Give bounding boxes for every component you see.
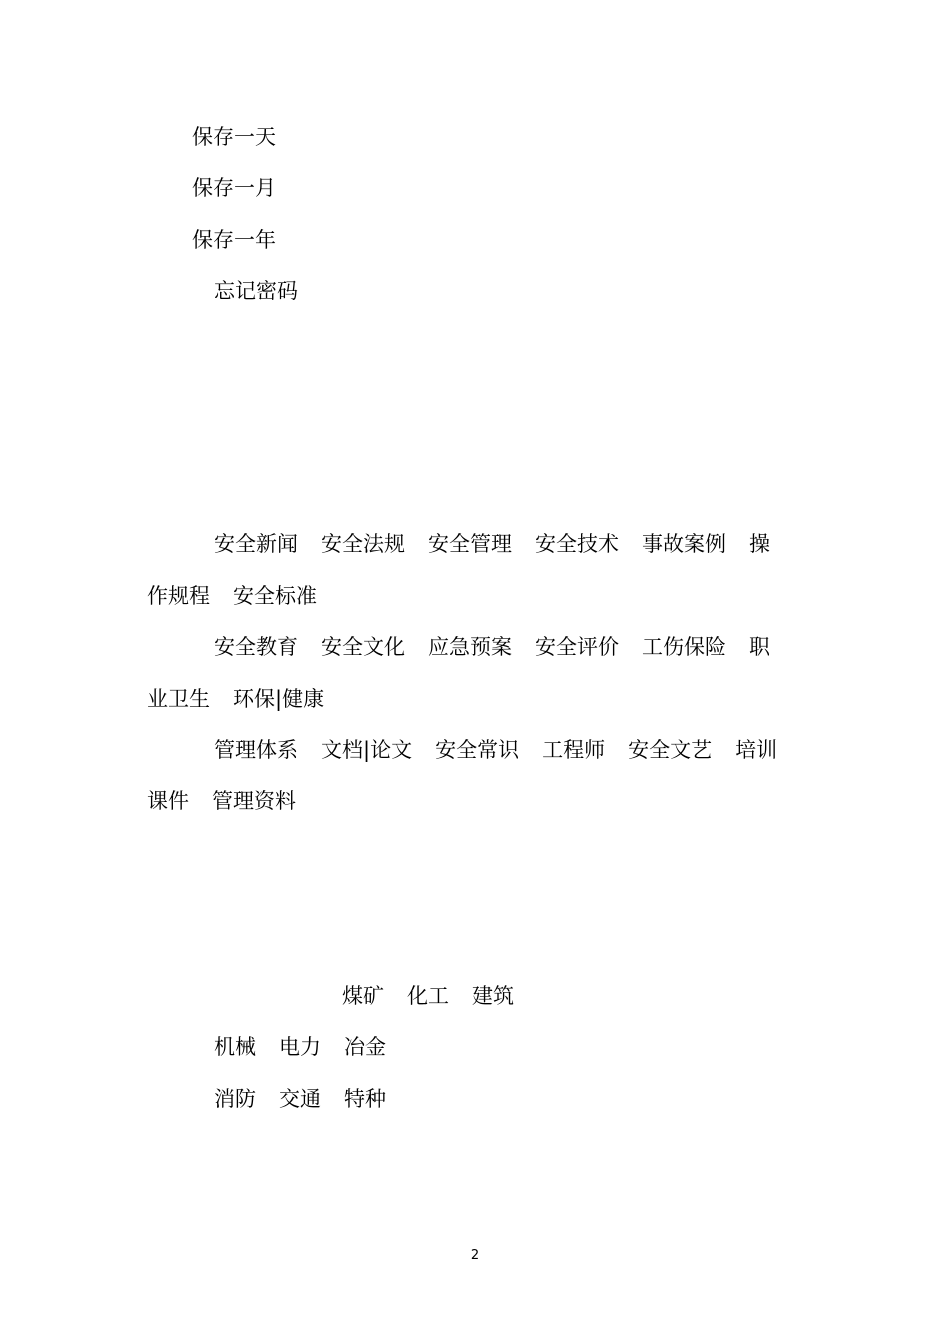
industry-link-machinery[interactable]: 机械 bbox=[214, 1035, 256, 1059]
retention-option-month[interactable] bbox=[192, 175, 276, 201]
nav-link-safety-knowledge[interactable]: 安全常识 bbox=[435, 738, 520, 762]
nav-link-operating-procedures-start[interactable]: 操 bbox=[749, 532, 770, 556]
industry-link-fire-protection[interactable]: 消防 bbox=[214, 1087, 256, 1111]
nav-link-training-courseware-start[interactable]: 培训 bbox=[735, 738, 778, 762]
page-number: 2 bbox=[470, 1248, 480, 1263]
nav-row-2b bbox=[147, 686, 324, 712]
industry-link-transportation[interactable]: 交通 bbox=[279, 1087, 321, 1111]
nav-row-3 bbox=[214, 737, 777, 763]
retention-option-label: 保存一月 bbox=[192, 176, 276, 200]
industry-link-metallurgy[interactable]: 冶金 bbox=[344, 1035, 386, 1059]
industry-row-3 bbox=[214, 1086, 386, 1112]
industry-link-chemical[interactable]: 化工 bbox=[407, 984, 449, 1008]
industry-link-construction[interactable]: 建筑 bbox=[472, 984, 514, 1008]
nav-link-safety-technology[interactable]: 安全技术 bbox=[535, 532, 619, 556]
nav-row-2 bbox=[214, 634, 770, 660]
nav-link-accident-cases[interactable]: 事故案例 bbox=[642, 532, 726, 556]
nav-row-1b bbox=[147, 583, 317, 609]
nav-link-safety-news[interactable]: 安全新闻 bbox=[214, 532, 298, 556]
nav-link-safety-arts[interactable]: 安全文艺 bbox=[628, 738, 713, 762]
nav-row-1 bbox=[214, 531, 770, 557]
nav-link-engineers[interactable]: 工程师 bbox=[542, 738, 606, 762]
nav-link-safety-management[interactable]: 安全管理 bbox=[428, 532, 512, 556]
nav-link-management-materials[interactable]: 管理资料 bbox=[212, 789, 296, 813]
retention-option-label: 保存一年 bbox=[192, 228, 276, 252]
industry-row-2 bbox=[214, 1034, 386, 1060]
retention-option-day[interactable] bbox=[192, 124, 276, 150]
nav-link-safety-regulations[interactable]: 安全法规 bbox=[321, 532, 405, 556]
forgot-password-link[interactable] bbox=[214, 278, 298, 304]
nav-link-occupational-health-end[interactable]: 业卫生 bbox=[147, 687, 210, 711]
nav-link-operating-procedures-end[interactable]: 作规程 bbox=[147, 584, 210, 608]
industry-row-1 bbox=[342, 983, 514, 1009]
nav-link-documents-papers[interactable]: 文档|论文 bbox=[321, 738, 413, 762]
nav-row-3b bbox=[147, 788, 296, 814]
nav-link-safety-standards[interactable]: 安全标准 bbox=[233, 584, 317, 608]
industry-link-coal-mining[interactable]: 煤矿 bbox=[342, 984, 384, 1008]
nav-link-training-courseware-end[interactable]: 课件 bbox=[147, 789, 189, 813]
nav-link-emergency-plans[interactable]: 应急预案 bbox=[428, 635, 512, 659]
forgot-password-label: 忘记密码 bbox=[214, 279, 298, 303]
nav-link-safety-culture[interactable]: 安全文化 bbox=[321, 635, 405, 659]
nav-link-safety-education[interactable]: 安全教育 bbox=[214, 635, 298, 659]
retention-option-label: 保存一天 bbox=[192, 125, 276, 149]
nav-link-management-system[interactable]: 管理体系 bbox=[214, 738, 298, 762]
nav-link-environment-health[interactable]: 环保|健康 bbox=[233, 687, 325, 711]
nav-link-safety-evaluation[interactable]: 安全评价 bbox=[535, 635, 619, 659]
industry-link-electric-power[interactable]: 电力 bbox=[279, 1035, 321, 1059]
retention-option-year[interactable] bbox=[192, 227, 276, 253]
nav-link-work-injury-insurance[interactable]: 工伤保险 bbox=[642, 635, 726, 659]
industry-link-special-equipment[interactable]: 特种 bbox=[344, 1087, 386, 1111]
nav-link-occupational-health-start[interactable]: 职 bbox=[749, 635, 770, 659]
